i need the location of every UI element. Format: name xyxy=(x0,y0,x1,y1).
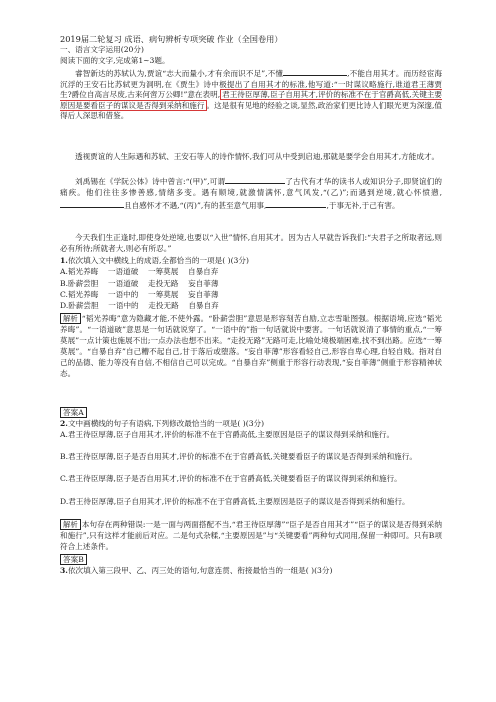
section-heading: 一、语言文字运用(20分) xyxy=(60,45,144,54)
q2-option-d[interactable]: D.君王待臣厚薄,臣子自用其才,评价的标准不在于官爵高低,主要原因是臣子的谋议是否得到采纳和施行。 xyxy=(60,497,410,506)
answer-badge: 答案A xyxy=(60,407,87,418)
document-title: 2019届二轮复习 成语、病句辨析专项突破 作业（全国卷用） xyxy=(60,34,283,44)
passage-paragraph-4: 今天我们生正逢时,即使身处逆境,也要以“入世”情怀,自用其才。因为古人早就告诉我们:“夫君子之所取者远,则必有所待;所就者大,则必有所忍。” xyxy=(60,233,442,253)
q2-option-a[interactable]: A.君王待臣厚薄,臣子自用其才,评价的标准不在于官爵高低,主要原因是臣子的谋议得到采纳和施行。 xyxy=(60,430,395,439)
q2-answer xyxy=(60,554,442,566)
passage-paragraph-2: 透视贾谊的人生际遇和苏轼、王安石等人的诗作情怀,我们可从中受到启迪,那就是要学会自用其才,方能成才。 xyxy=(75,152,440,161)
explanation-badge: 解析 xyxy=(60,313,81,324)
q2-explanation: 解析 本句存在两种错误:一是一面与两面搭配不当,“君王待臣厚薄”“臣子是否自用其才”“臣子的谋议是否得到采纳和施行”,只有这样才能前后对应。二是句式杂糅,“主要原因是”与“关键要看”两种句式同用,保留一种即可。只有B项符合上述条件。 xyxy=(60,520,442,551)
explanation-badge: 解析 xyxy=(60,519,81,530)
blank-2 xyxy=(225,175,285,184)
q1-option-b[interactable]: B.卧薪尝胆 一语道破 走投无路 妄自菲薄 xyxy=(60,279,219,288)
q1-answer xyxy=(60,407,442,419)
question-1: 1.依次填入文中横线上的成语,全都恰当的一项是( )(3分) xyxy=(60,256,249,265)
q2-option-b[interactable]: B.君王待臣厚薄,臣子是否自用其才,评价的标准不在于官爵高低,关键要看臣子的谋议是否得到采纳和施行。 xyxy=(60,452,417,461)
question-2: 2.文中画横线的句子有语病,下列修改最恰当的一项是( )(3分) xyxy=(60,419,265,428)
blank-1 xyxy=(283,67,347,76)
underlined-sentence: 君王待臣厚薄,臣子自用其才,评价的标准不在于官爵高低,关键主要原因是要看臣子的谋议是否得到采纳和施行 xyxy=(60,90,442,110)
q1-explanation: 解析 “韬光养晦”意为隐藏才能,不使外露。“卧薪尝胆”意思是形容刻苦自励,立志雪耻图强。根据语境,应选“韬光养晦”。“一语道破”意思是一句话就说穿了。“一语中的”指一句话就说中要害。一句话就说清了事情的重点,“一筹莫展”一点计策也施展不出;一点办法也想不出来。“走投无路”无路可走,比喻处境极端困难,找不到出路。应选“一筹莫展”。“自暴自弃”自己糟不起自己,甘于落后或堕落。“妄自菲薄”形容看轻自己,形容自卑心理,自轻自贱。指对自己的品德、能力等没有自信,不相信自己可以完成。“自暴自弃”侧重于形容行动表现,“妄自菲薄”侧重于形容精神状态。 xyxy=(60,314,442,378)
blank-4 xyxy=(266,199,326,208)
passage-paragraph-1: 睿智新达的苏轼认为,贾谊“志大而量小,才有余而识不足”,不懂 ,不能自用其才。而历经宦海沉浮的王安石比苏轼更为洞明,在《贾生》诗中极提出了自用其才的标准,他写道:“一时谋议略施行,谁道君王薄贾生?爵位自高言尽废,古来何啻万公卿!”意在表明, 君王待臣厚薄,臣子自用其才,评价的标准不在于官爵高低,关键主要原因是要看臣子的谋议是否得到采纳和施行 。这是很有见地的经验之谈,显然,政治家们更比诗人们眼光更为深邃,值得后人深思和借鉴。 xyxy=(60,69,442,121)
question-3: 3.依次填入第三段甲、乙、丙三处的语句,句意连贯、衔接最恰当的一组是( )(3分) xyxy=(60,566,333,575)
passage-paragraph-3: 刘禹锡在《学阮公体》诗中曾言:“(甲)”,可谓 了古代有才华的读书人或知识分子,即贤谊们的痛疾。他们往往多惨善感,情绪多变。遇有顺境,就激情满怀,意气风发,“(乙)”;而遇到逆境,就心怀愤懑,且自感怀才不遇,“(丙)”,有的甚至意气用事, ,于事无补,于己有害。 xyxy=(60,177,442,210)
answer-badge: 答案B xyxy=(60,554,87,565)
instruction: 阅读下面的文字,完成第1~3题。 xyxy=(60,56,170,65)
q1-option-c[interactable]: C.韬光养晦 一语中的 一筹莫展 妄自菲薄 xyxy=(60,290,219,299)
blank-3 xyxy=(60,199,124,208)
q2-option-c[interactable]: C.君王待臣厚薄,臣子是否自用其才,评价的标准不在于官爵高低,关键要看臣子的谋议得到采纳和施行。 xyxy=(60,474,402,483)
q1-option-a[interactable]: A.韬光养晦 一语道破 一筹莫展 自暴自弃 xyxy=(60,267,219,276)
q1-option-d[interactable]: D.卧薪尝胆 一语中的 走投无路 自暴自弃 xyxy=(60,301,219,310)
